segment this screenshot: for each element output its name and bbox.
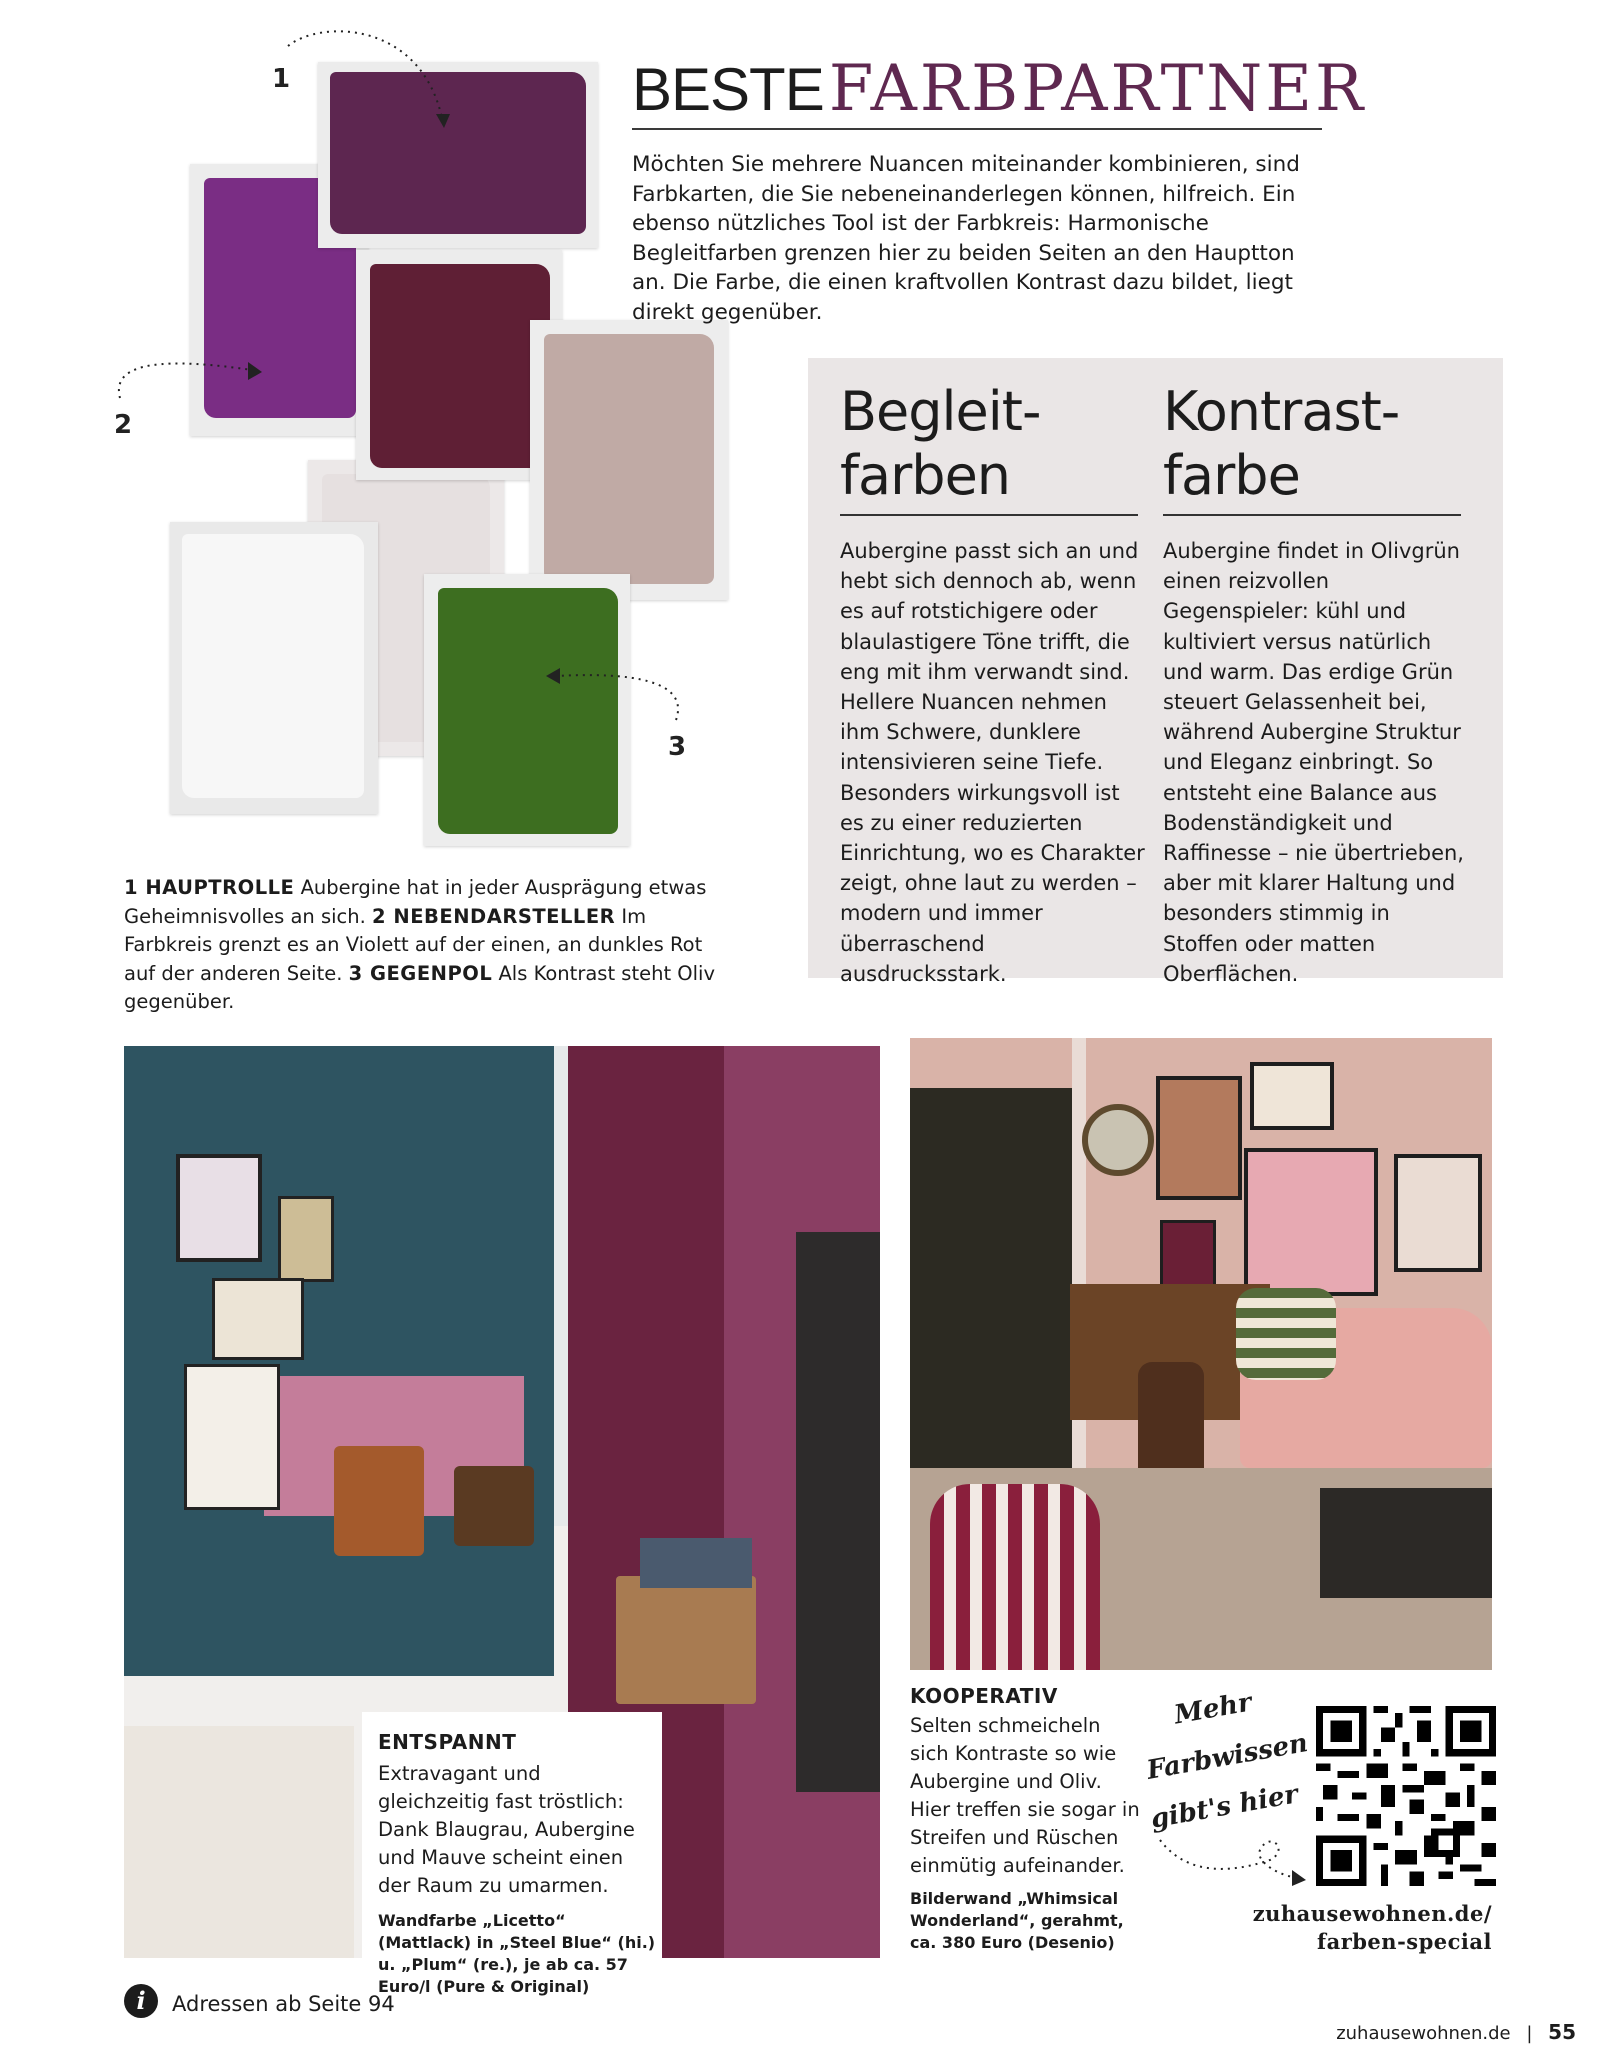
photo-frame-text: [1160, 1220, 1216, 1294]
photo-art-frame-2: [278, 1196, 334, 1282]
promo-handwritten-1: Mehr: [1171, 1687, 1254, 1731]
box-left-text: Aubergine passt sich an und hebt sich dennoch ab, wenn es auf rotstichigere oder blaulastigere Töne trifft, die eng mit ihm verwandt sind. Hellere Nuancen nehmen ihm Schwere, dunklere intensivieren seine Tiefe. Besonders wirkungsvoll ist es zu einer reduzierten Einrichtung, wo es Charakter zeigt, ohne laut zu werden – modern und immer überraschend ausdrucksstark.: [840, 539, 1145, 986]
footer-separator: |: [1526, 2023, 1533, 2044]
arrowhead-2: [248, 362, 262, 380]
arrowhead-3: [546, 668, 560, 684]
box-left-rule: [840, 514, 1138, 516]
promo-url-line2: farben-special: [1317, 1929, 1492, 1954]
photo-left-small: Wandfarbe „Licetto“ (Mattlack) in „Steel Blue“ (hi.) u. „Plum“ (re.), je ab ca. 57 Euro/l (Pure & Original): [378, 1911, 656, 1996]
photo-chair-2: [454, 1466, 534, 1546]
photo-wall-clock: [1082, 1104, 1154, 1176]
footer-addresses: Adressen ab Seite 94: [172, 1992, 395, 2016]
photo-striped-cushion: [1236, 1288, 1336, 1380]
arrowhead-1: [436, 114, 450, 128]
caption-label-1: 1 HAUPTROLLE: [124, 876, 295, 899]
box-right-title-line2: farbe: [1163, 444, 1300, 507]
caption-text-1: Aubergine hat in jeder Ausprägung etwas Geheimnisvolles an sich.: [124, 876, 707, 928]
box-right-title: [1163, 380, 1399, 508]
photo-art-frame-3: [212, 1278, 304, 1360]
photo-left-caption-box: [362, 1712, 662, 1996]
promo-handwritten-3: gibt's hier: [1148, 1779, 1301, 1835]
photo-rug: [124, 1726, 354, 1958]
box-right-title-line1: Kontrast-: [1163, 380, 1400, 443]
swatch-label-2: 2: [114, 410, 133, 440]
photo-left-title: ENTSPANNT: [378, 1730, 517, 1754]
promo-arrow: [1150, 1800, 1310, 1890]
box-right-text: Aubergine findet in Olivgrün einen reizvollen Gegenspieler: kühl und kultiviert versus natürlich und warm. Das erdige Grün steuert Gelassenheit bei, während Aubergine Struktur und Eleganz einbringt. So entsteht eine Balance aus Bodenständigkeit und Raffinesse – nie übertrieben, aber mit klarer Haltung und besonders stimmig in Stoffen oder matten Oberflächen.: [1163, 539, 1464, 986]
swatch-label-1: 1: [272, 64, 291, 94]
swatch-caption: [124, 874, 724, 1017]
photo-right-text: Selten schmeicheln sich Kontraste so wie Aubergine und Oliv. Hier treffen sie sogar in Streifen und Rüschen einmütig aufeinander.: [910, 1714, 1140, 1877]
box-right-rule: [1163, 514, 1461, 516]
arrow-1: [288, 31, 442, 118]
page-title: [632, 52, 1367, 132]
photo-frame-lady: [1244, 1148, 1378, 1296]
arrow-3: [556, 675, 678, 720]
photo-living-room-pink: [910, 1038, 1492, 1670]
photo-left-text: Extravagant und gleichzeitig fast tröstlich: Dank Blaugrau, Aubergine und Mauve scheint einen der Raum zu umarmen.: [378, 1762, 635, 1897]
photo-fireplace: [796, 1232, 880, 1792]
color-info-box: [808, 358, 1503, 986]
title-part-1: BESTE: [632, 56, 824, 123]
photo-frame-escape: [1250, 1062, 1334, 1130]
photo-art-frame-1: [176, 1154, 262, 1262]
photo-basket: [640, 1538, 752, 1588]
photo-blue-wall: [124, 1046, 554, 1676]
promo-url[interactable]: [1230, 1900, 1492, 1956]
promo-handwritten-2: Farbwissen: [1144, 1728, 1311, 1786]
photo-art-frame-4: [184, 1364, 280, 1510]
photo-firewood: [616, 1576, 756, 1704]
box-left-title-line1: Begleit-: [840, 380, 1041, 443]
page-number: 55: [1548, 2020, 1576, 2044]
photo-right-small: Bilderwand „Whimsical Wonderland“, gerahmt, ca. 380 Euro (Desenio): [910, 1889, 1124, 1952]
arrow-2: [119, 363, 252, 398]
swatch-label-3: 3: [668, 732, 687, 762]
caption-label-2: 2 NEBENDARSTELLER: [372, 904, 616, 928]
caption-text-2: Im Farbkreis grenzt es an Violett auf der einen, an dunkles Rot auf der anderen Seite.: [124, 904, 703, 985]
photo-striped-pouf: [930, 1484, 1100, 1670]
promo-url-line1: zuhausewohnen.de/: [1252, 1901, 1492, 1926]
footer-site: zuhausewohnen.de: [1336, 2023, 1511, 2044]
photo-living-room-blue-aubergine: [124, 1046, 880, 1996]
intro-text: Möchten Sie mehrere Nuancen miteinander kombinieren, sind Farbkarten, die Sie nebeneinanderlegen können, hilfreich. Ein ebenso nützliches Tool ist der Farbkreis: Harmonische Begleitfarben grenzen hier zu beiden Seiten an den Hauptton an. Die Farbe, die einen kraftvollen Kontrast dazu bildet, liegt direkt gegenüber.: [632, 152, 1300, 325]
photo-right-title: KOOPERATIV: [910, 1684, 1058, 1708]
title-rule: [632, 128, 1322, 130]
photo-coffee-table: [1320, 1488, 1492, 1598]
info-icon: i: [124, 1984, 158, 2018]
photo-right-caption: [910, 1684, 1140, 1954]
box-left-title-line2: farben: [840, 444, 1011, 507]
qr-code[interactable]: [1316, 1706, 1496, 1886]
title-part-2: FARBPARTNER: [828, 52, 1367, 126]
photo-frame-flowers: [1394, 1154, 1482, 1272]
photo-chair: [334, 1446, 424, 1556]
photo-frame-william-morris: [1156, 1076, 1242, 1200]
footer-right: [1336, 2020, 1576, 2044]
caption-label-3: 3 GEGENPOL: [348, 961, 493, 985]
box-left-title: [840, 380, 1040, 508]
caption-text-3: Als Kontrast steht Oliv gegenüber.: [124, 961, 716, 1013]
